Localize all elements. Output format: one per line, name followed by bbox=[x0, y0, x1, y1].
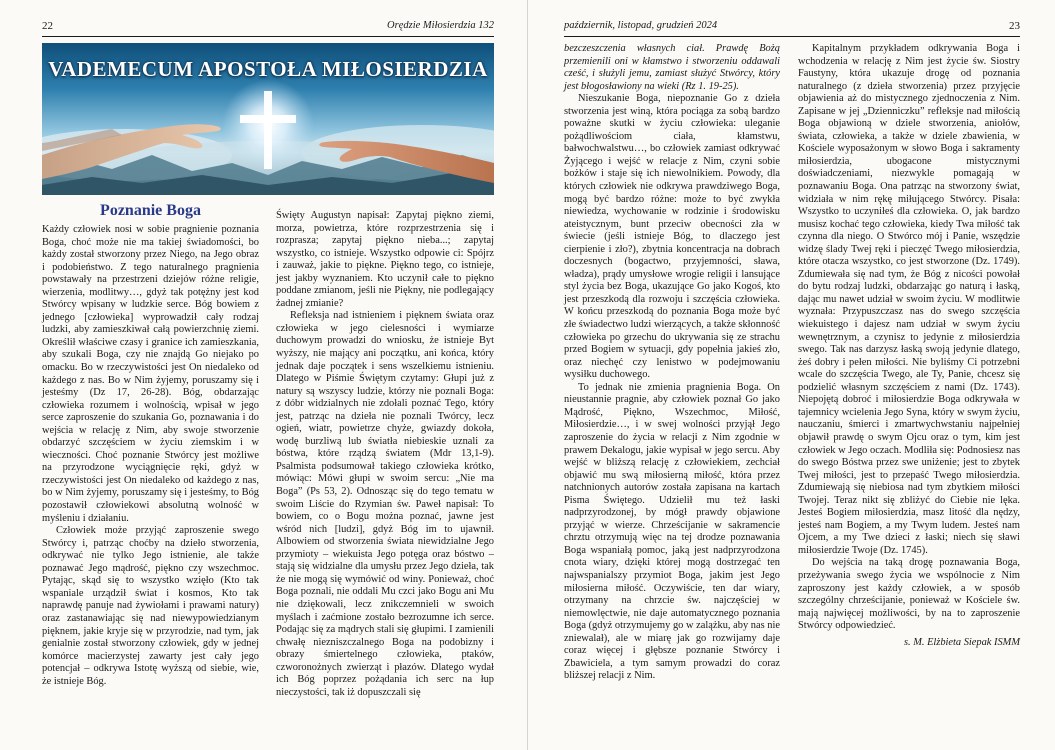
left-column-1 bbox=[42, 224, 259, 688]
left-page bbox=[0, 0, 527, 750]
page-number: 23 bbox=[1009, 20, 1020, 32]
paragraph: To jednak nie zmienia pragnienia Boga. On nieustannie pragnie, aby człowiek poznał Go jako Mądrość, Piękno, Wszechmoc, Miłość, Miłosierdzie…, i w swej wolności przyjął Jego zaproszenie do życia w relacji z Nim zgodnie w prawem Dekalogu, jakie wypisał w jego sercu. Aby wejść w bliższą relację z człowiekiem, zechciał objawić mu swą miłosierną miłość, która przez natchnionych autorów została zapisana na kartach Pisma Świętego. Udzielił mu też łaski nadprzyrodzonej, by mógł prawdy objawione przyjąć w wierze. Chrześcijanie w sakramencie chrztu otrzymują więc na tej drodze poznawania Boga wspaniałą pomoc, jaką jest nadprzyrodzona cnota wiary, dzięki której mogą dostrzegać ten najwspanialszy przymiot Boga, jakim jest Jego miłosierna miłość. Oczywiście, ten dar wiary, otrzymany na chrzcie św. najczęściej w niemowlęctwie, nie daje automatycznego poznania Boga (gdyż otrzymujemy go w zalążku, aby nas nie zniewalał), ale w miarę jak go rozwijamy daje coraz więcej i głębsze poznanie Stwórcy i Zbawiciela, a tym samym prowadzi do coraz bliższej relacji z Nim. bbox=[564, 381, 780, 682]
paragraph: Refleksja nad istnieniem i pięknem świata oraz człowieka w jego cielesności i wymiarze duchowym prowadzi do wniosku, że istnieje Byt wyższy, nie mający ani początku, ani końca, który jednak daje początek i sens wszelkiemu istnieniu. Dlatego w Piśmie Świętym czytamy: Głupi już z natury są wszyscy ludzie, którzy nie poznali Boga: z dóbr widzialnych nie zdołali poznać Tego, który jest, patrząc na dzieła nie poznali Twórcy, lecz ogień, wiatr, powietrze chyże, gwiazdy dokoła, wodę burzliwą lub światła niebieskie uznali za bóstwa, które rządzą światem (Mdr 13,1-9). Psalmista podsumował takiego człowieka krótko, mówiąc: Mówi głupi w swoim sercu: „Nie ma Boga” (Ps 53, 2). Odnosząc się do tego tematu w swoim Liście do Rzymian św. Paweł napisał: To bowiem, co o Bogu można poznać, jawne jest wśród nich [ludzi], gdyż Bóg im to ujawnił. Albowiem od stworzenia świata niewidzialne Jego przymioty – wiekuista Jego potęga oraz bóstwo – stają się widzialne dla umysłu przez Jego dzieła, tak że nie mogą się wymówić od winy. Ponieważ, choć Boga poznali, nie oddali Mu czci jako Bogu ani Mu nie dziękowali, lecz znikczemnieli w swoich myślach i zaćmione zostało bezrozumne ich serce. Podając się za mądrych stali się głupimi. I zamienili chwałę niezniszczalnego Boga na podobizny i obrazy śmiertelnego człowieka, ptaków, czworonożnych zwierząt i płazów. Dlatego wydał ich Bóg poprzez pożądania ich serc na łup nieczystości, tak iż dopuszczali się bbox=[276, 310, 494, 698]
paragraph: Każdy człowiek nosi w sobie pragnienie poznania Boga, choć może nie ma takiej świadomości, bo każdy został stworzony przez Niego, na Jego obraz i podobieństwo. Z tego naturalnego pragnienia powstawały na przestrzeni dziejów różne religie, wierzenia, modlitwy…, gdyż tak potężny jest kod Stwórcy wpisany w ludzkie serce. Bóg bowiem z jednego [człowieka] wyprowadził cały rodzaj ludzki, aby zamieszkiwał całą powierzchnię ziemi. Określił właściwe czasy i granice ich zamieszkania, aby szukali Boga, czy nie znajdą Go niejako po omacku. Bo w rzeczywistości jest On niedaleko od każdego z nas. Bo w Nim żyjemy, poruszamy się i jesteśmy (Dz 17, 26-28). Bóg, obdarzając człowieka rozumem i wolnością, wpisał w jego serce zaproszenie do szukania Go, poznawania i do wejścia w relację z Nim, aby swoje stworzenie obdarzyć szczęściem w życiu ziemskim i w wieczności. Choć poznanie Stwórcy jest możliwe na przyrodzone wyciągnięcie ręki, gdyż w rzeczywistości jest On niedaleko od każdego z nas, bo w Nim żyjemy, poruszamy się i jesteśmy, to Bóg pozostawił człowiekowi absolutną wolność w myśleniu i działaniu. bbox=[42, 224, 259, 524]
running-head-date: październik, listopad, grudzień 2024 bbox=[564, 20, 718, 31]
paragraph: Kapitalnym przykładem odkrywania Boga i wchodzenia w relację z Nim jest życie św. Siostry Faustyny, która ukazuje drogę od poznania naturalnego (z dzieła stworzenia) przez przyjęcie objawienia aż do mistycznego zjednoczenia z Nim. Zapisane w jej „Dzienniczku” refleksje nad miłością Boga objawioną w dziele stworzenia, aniołów, świata, człowieka, a także w dziele zbawienia, w Kościele wyposażonym w słowo Boga i sakramenty miłosierdzia, ubogacone mistycznymi doświadczeniami, niezwykle pomagają w poznawaniu Boga. Ona patrząc na stworzony świat, widziała w nim rękę miłującego Stwórcy. Pisała: Wszystko to uczyniłeś dla człowieka. O, jak bardzo musisz kochać tego człowieka, kiedy Twa miłość tak czynna dla niego. O Stwórco mój i Panie, wszędzie widzę ślady Twej ręki i pieczęć Twego miłosierdzia, które otacza wszystko, co jest stworzone (Dz. 1749). Zdumiewała się nad tym, że Bóg z nicości powołał do bytu rodzaj ludzki, obdarzając go naturą i łaską, dając mu nawet udział w swoim życiu. W modlitwie wyznała: Przypuszczasz nas do swego szczęścia wiekuistego i dajesz nam udział w swym życiu wewnętrznym, a czynisz to jedynie z miłosierdzia swego. Tak nas darzysz łaską swoją jedynie dlatego, żeś dobry i pełen miłości. Nie byliśmy Ci potrzebni wcale do szczęścia Twego, ale Ty, Panie, chcesz się podzielić własnym szczęściem z nami (Dz. 1743). Niepojętą dobroć i miłosierdzie Boga odkrywała w tajemnicy wcielenia Jego Syna, który w swym życiu, nauczaniu, śmierci i zmartwychwstaniu najpełniej objawił prawdę o swym Ojcu oraz o tym, kim jest człowiek w Jego oczach. Modliła się: Podnosiesz nas do swego Bóstwa przez swe uniżenie; jest to zbytek Twej miłości, jest to przepaść Twego miłosierdzia. Zdumiewają się niebiosa nad tym zbytkiem miłości Twojej. Teraz nikt się zbliżyć do Ciebie nie lęka. Jesteś Bogiem miłosierdzia, masz litość dla nędzy, jesteś nam Bogiem, a my Twym ludem. Jesteś nam Ojcem, a my Twe dzieci z łaski; niech się sławi miłosierdzie Twoje (Dz. 1745). bbox=[798, 43, 1020, 556]
paragraph: Święty Augustyn napisał: Zapytaj piękno ziemi, morza, powietrza, które rozprzestrzenia się i rozprasza; zapytaj piękno nieba...; zapytaj wszystko, co istnieje. Wszystko odpowie ci: Spójrz i zauważ, jakie to piękne. Piękno tego, co istnieje, jest jakby wyznaniem. Kto uczynił całe to piękno poddane zmianom, jeśli nie Piękny, nie podlegający żadnej zmianie? bbox=[276, 210, 494, 309]
running-head-left bbox=[42, 20, 494, 37]
left-column-2 bbox=[276, 210, 494, 699]
page-number: 22 bbox=[42, 20, 53, 32]
paragraph: Do wejścia na taką drogę poznawania Boga, przeżywania swego życia we wspólnocie z Nim zaproszony jest każdy człowiek, a w sposób szczególny chrześcijanie, ponieważ w Kościele św. mają najwięcej możliwości, by na to zaproszenie Stwórcy odpowiedzieć. bbox=[798, 557, 1020, 632]
running-head-title: Orędzie Miłosierdzia 132 bbox=[387, 20, 494, 31]
paragraph: Nieszukanie Boga, niepoznanie Go z dzieła stworzenia jest winą, która pociąga za sobą bardzo poważne skutki w życiu człowieka: uleganie pożądliwościom ciała, kłamstwu, bałwochwalstwu…, bo człowiek zamiast odkrywać Żyjącego i wejść w relacje z Nim, czyni sobie bożków i staje się ich niewolnikiem. Powody, dla których człowiek nie odkrywa prawdziwego Boga, mogą być bardzo różne: może to być zwykła niewiedza, wychowanie w rodzinie i środowisku ateistycznym, bunt przeciw obecności zła w świecie (jeśli istnieje Bóg, to dlaczego jest cierpienie i zło?), zbytnia koncentracja na dobrach doczesnych (bogactwo, przyjemności, sława, władza), prądy umysłowe wrogie religii i lansujące styl życia bez Boga, ukazujące Go jako Kogoś, kto jest przeszkodą dla rozwoju i szczęścia człowieka. W końcu przeszkodą do poznania Boga może być złe świadectwo ludzi wierzących, a także skłonność człowieka po grzechu do ukrywania się ze strachu przed Bogiem w sytuacji, gdy popełnia jakieś zło, oraz niechęć czy lenistwo w podejmowaniu wysiłku duchowego. bbox=[564, 93, 780, 381]
paragraph: Człowiek może przyjąć zaproszenie swego Stwórcy i, patrząc choćby na dzieło stworzenia, odkrywać nie tylko Jego istnienie, ale także poznawać Jego mądrość, piękno czy wszechmoc. Pytając, skąd się to wszystko wzięło (Kto tak wspaniale urządził świat i kosmos, Kto tak naprawdę panuje nad żywiołami i prawami natury) oraz zastanawiając się nad niewypowiedzianym pięknem, jakie kryje się w przyrodzie, nad tym, jak genialnie został stworzony człowiek, gdy w jednej komórce macierzystej zawarty jest cały jego potencjał – odkrywa Istotę wyższą od siebie, wie, że istnieje Bóg. bbox=[42, 525, 259, 687]
right-column-2 bbox=[798, 43, 1020, 649]
paragraph: bezczeszczenia własnych ciał. Prawdę Bożą przemienili oni w kłamstwo i stworzeniu oddawali cześć, i służyli jemu, zamiast służyć Stwórcy, który jest błogosławiony na wieki (Rz 1. 19-25). bbox=[564, 43, 780, 92]
header-banner-image bbox=[42, 43, 494, 195]
author-signature: s. M. Elżbieta Siepak ISMM bbox=[903, 636, 1020, 648]
article-title: Poznanie Boga bbox=[100, 202, 201, 219]
right-page bbox=[528, 0, 1055, 750]
banner-title: VADEMECUM APOSTOŁA MIŁOSIERDZIA bbox=[48, 57, 488, 81]
right-column-1 bbox=[564, 43, 780, 683]
running-head-right bbox=[564, 20, 1020, 37]
